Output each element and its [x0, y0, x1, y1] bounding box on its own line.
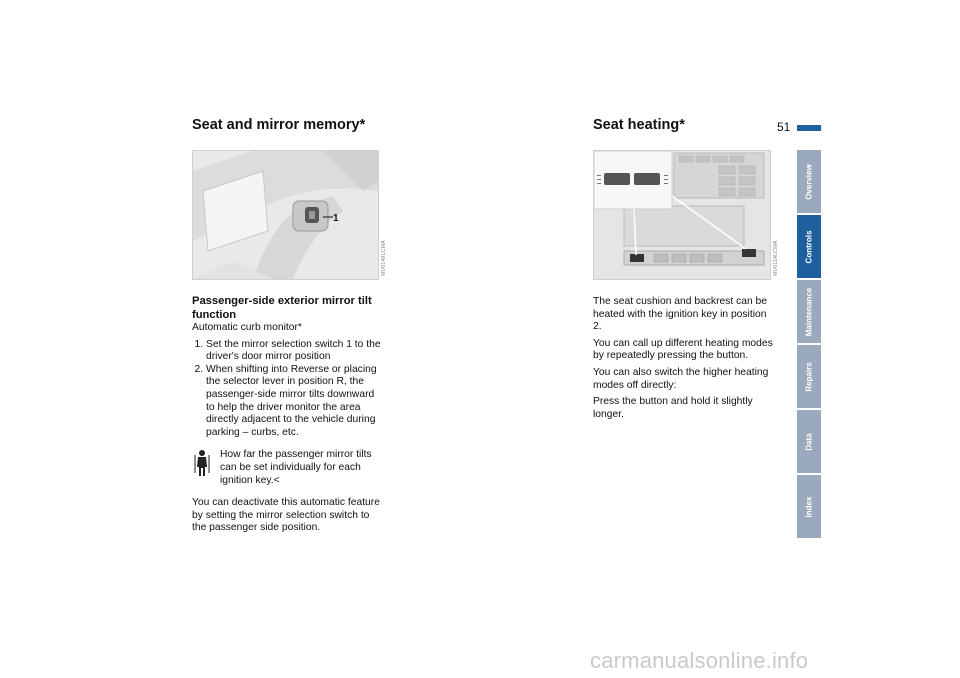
note-block [192, 449, 384, 487]
tab-index[interactable]: Index [797, 475, 821, 538]
paragraph: You can also switch the higher heating modes off directly: [593, 366, 769, 391]
tab-repairs[interactable]: Repairs [797, 345, 821, 408]
left-body [192, 295, 384, 539]
section-title-seat-heating: Seat heating* [593, 117, 685, 133]
note-end-mark: < [273, 474, 280, 486]
tab-data[interactable]: Data [797, 410, 821, 473]
intro-text: Automatic curb monitor* [192, 322, 302, 333]
note-text: How far the passenger mirror tilts can be set individually for each ignition key. [220, 449, 372, 486]
figure-code-left: MV0149LCMA [381, 240, 387, 276]
steps-list [192, 339, 384, 440]
list-item: 2. When shifting into Reverse or placing the selector lever in position R, the passenger-side mirror tilts downward to help the driver monitor the area directly adjacent to the vehicle during parking – curbs, etc. [206, 364, 384, 440]
figure-code-right: MV0114LCMA [773, 240, 779, 276]
seat-heating-figure [593, 150, 771, 280]
paragraph: Press the button and hold it slightly longer. [593, 396, 753, 420]
tab-controls[interactable]: Controls [797, 215, 821, 278]
tab-overview[interactable]: Overview [797, 150, 821, 213]
watermark: carmanualsonline.info [590, 648, 809, 673]
console-illustration [594, 151, 770, 279]
tab-maintenance[interactable]: Maintenance [797, 280, 821, 343]
section-title-mirror-memory: Seat and mirror memory* [192, 117, 366, 133]
page-number: 51 [777, 120, 791, 134]
paragraph: The seat cushion and backrest can be heated with the ignition key in position 2. [593, 296, 768, 333]
mirror-switch-illustration [193, 151, 378, 279]
list-item: 1. Set the mirror selection switch 1 to the driver's door mirror position [206, 339, 384, 364]
mirror-switch-figure [192, 150, 379, 280]
right-body [593, 296, 773, 425]
chapter-tabs [797, 150, 821, 540]
figure-callout-1: 1 [333, 213, 339, 224]
person-note-icon [192, 449, 212, 477]
subheading-mirror-tilt: Passenger-side exterior mirror tilt function [192, 295, 372, 321]
section-marker [797, 125, 821, 131]
closing-text: You can deactivate this automatic feature by setting the mirror selection switch to the passenger side position. [192, 497, 380, 534]
paragraph: You can call up different heating modes by repeatedly pressing the button. [593, 337, 773, 362]
